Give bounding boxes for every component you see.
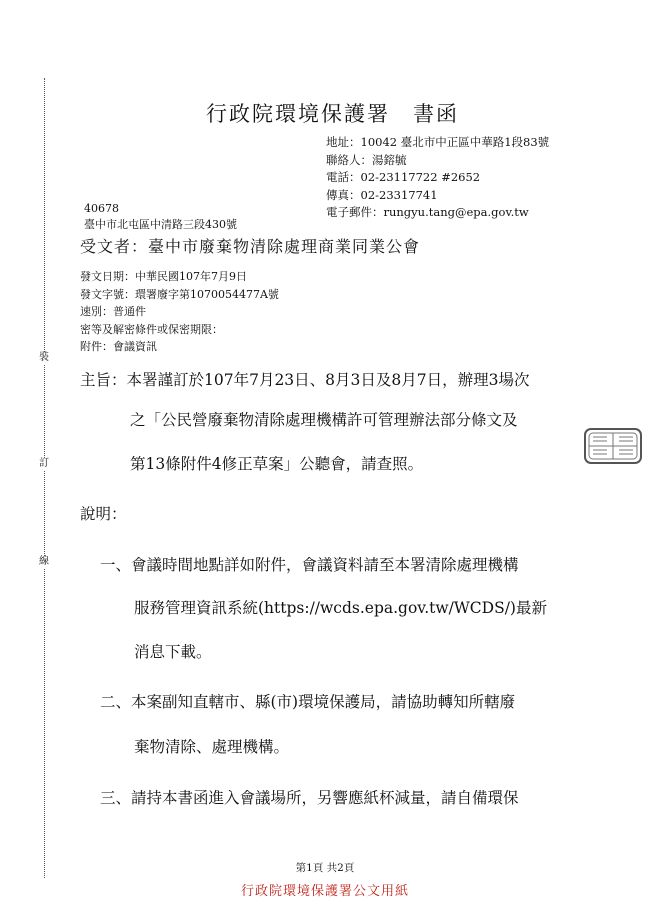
recipient-postal-code: 40678 xyxy=(84,202,119,215)
contact-person: 聯絡人：湯鎔毓 xyxy=(326,152,407,167)
secrecy-level: 密等及解密條件或保密期限： xyxy=(80,322,223,336)
letterhead-footer: 行政院環境保護署公文用紙 xyxy=(240,884,409,899)
explanation-item-1-line-2: 服務管理資訊系統(https://wcds.epa.gov.tw/WCDS/)最新 xyxy=(134,599,547,617)
binding-mark-ding: 訂 xyxy=(39,458,49,469)
official-seal-stamp xyxy=(583,427,643,465)
explanation-item-1-line-1: 一、會議時間地點詳如附件，會議資料請至本署清除處理機構 xyxy=(100,556,519,574)
explanation-heading: 說明： xyxy=(80,505,127,523)
explanation-item-2-line-2: 棄物清除、處理機構。 xyxy=(134,738,290,756)
attachment-info: 附件：會議資訊 xyxy=(80,340,157,353)
explanation-item-1-line-3: 消息下載。 xyxy=(134,643,212,661)
subject-line-1: 主旨：本署謹訂於107年7月23日、8月3日及8月7日，辦理3場次 xyxy=(80,371,530,389)
recipient-name: 受文者：臺中市廢棄物清除處理商業同業公會 xyxy=(80,237,421,256)
page-number: 第1頁 共2頁 xyxy=(295,862,355,874)
recipient-address: 臺中市北屯區中清路三段430號 xyxy=(84,218,237,231)
document-title: 行政院環境保護署 書函 xyxy=(206,102,459,126)
delivery-speed: 速別：普通件 xyxy=(80,305,146,318)
binding-mark-zhuang: 裝 xyxy=(39,352,49,363)
contact-fax: 傳真：02-23317741 xyxy=(326,187,438,202)
issue-date: 發文日期：中華民國107年7月9日 xyxy=(80,270,247,283)
sender-address: 地址：10042 臺北市中正區中華路1段83號 xyxy=(326,135,550,149)
binding-line xyxy=(44,78,45,878)
explanation-item-3-line-1: 三、請持本書函進入會議場所，另響應紙杯減量，請自備環保 xyxy=(100,789,519,807)
subject-line-3: 第13條附件4修正草案」公聽會，請查照。 xyxy=(130,455,424,473)
sender-contact-block xyxy=(326,134,549,222)
document-meta xyxy=(80,268,279,356)
issue-number: 發文字號：環署廢字第1070054477A號 xyxy=(80,287,279,301)
binding-mark-xian: 線 xyxy=(39,556,49,567)
contact-email: 電子郵件：rungyu.tang@epa.gov.tw xyxy=(326,205,529,219)
subject-line-2: 之「公民營廢棄物清除處理機構許可管理辦法部分條文及 xyxy=(130,411,518,429)
explanation-item-2-line-1: 二、本案副知直轄市、縣(市)環境保護局，請協助轉知所轄廢 xyxy=(100,693,516,711)
contact-phone: 電話：02-23117722 #2652 xyxy=(326,170,481,184)
